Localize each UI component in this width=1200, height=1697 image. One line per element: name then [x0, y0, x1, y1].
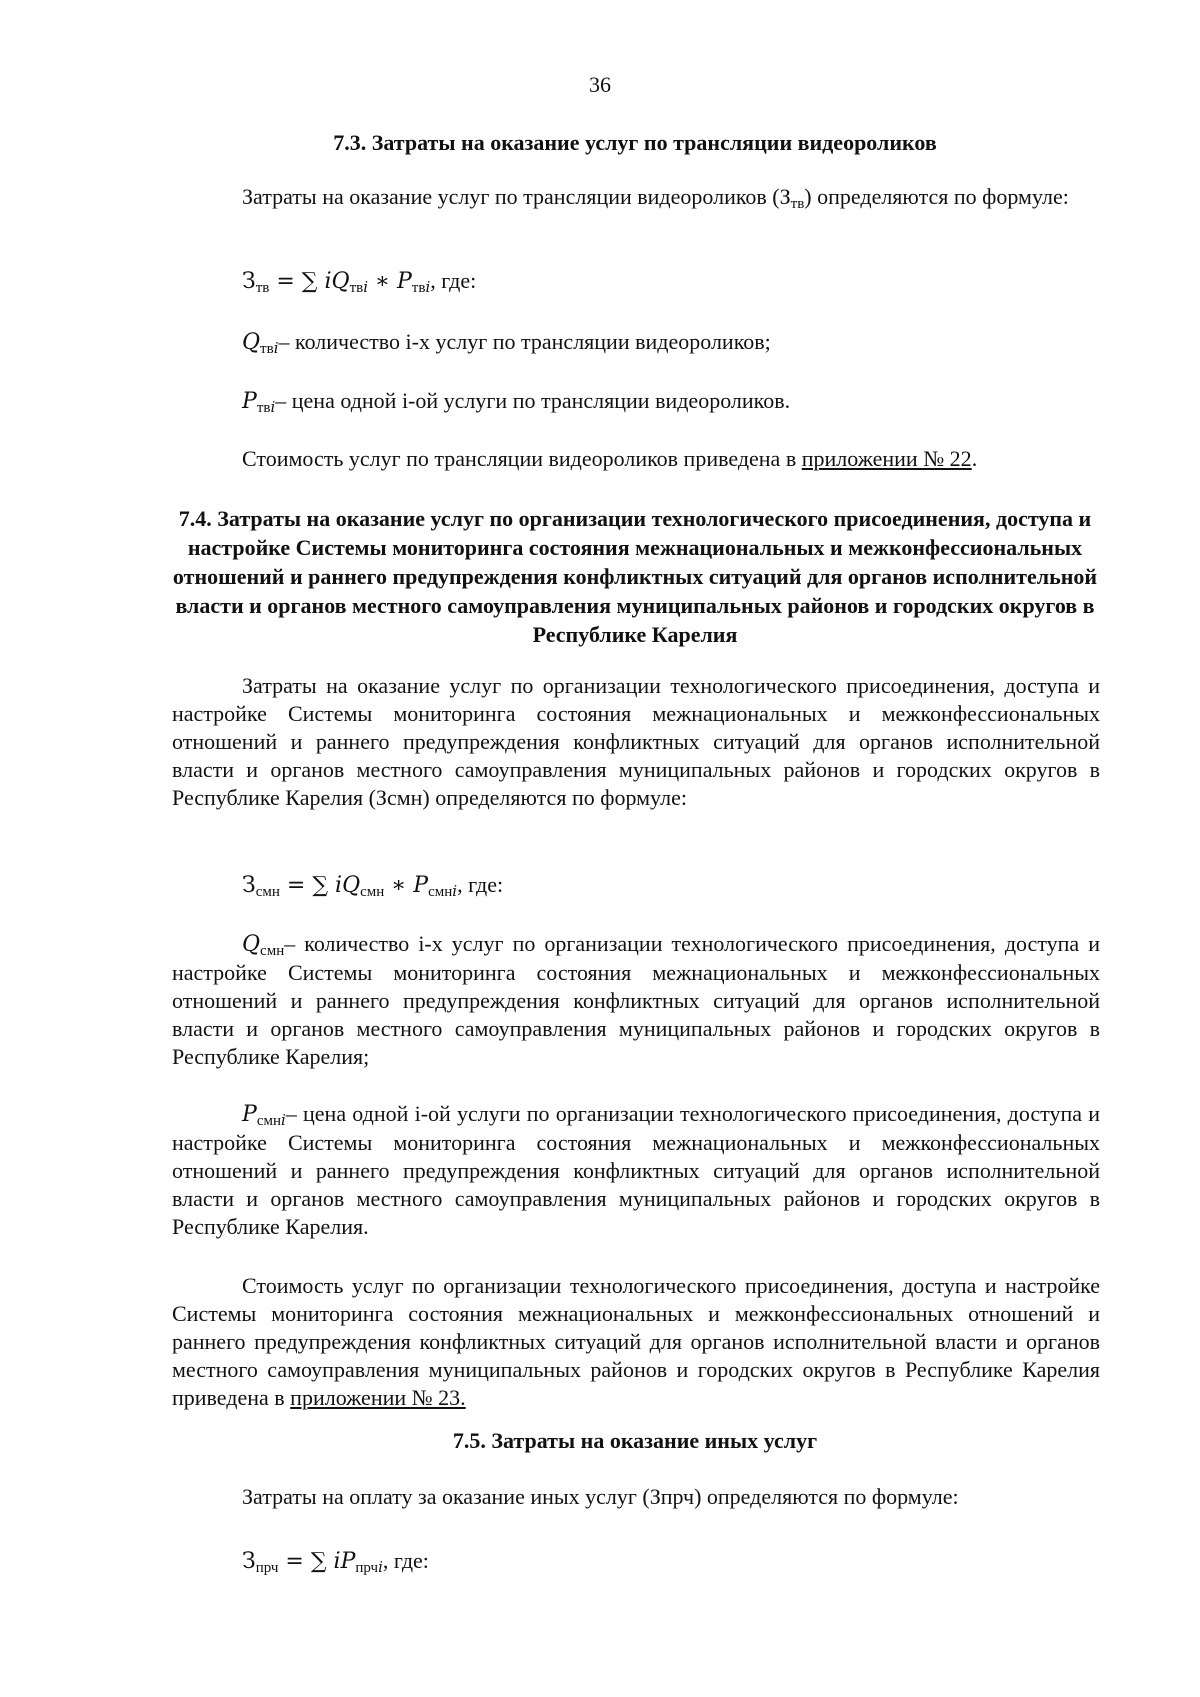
- definition-p-smn: $P_{смнi}-$ цена одной i-ой услуги по организации технологического присоединения, доступа и настройке Системы мониторинга состояния межнациональных и межконфессиональных отношений и раннего предупреждения конфликтных ситуаций для органов исполнительной власти и органов местного самоуправления муниципальных районов и городских округов в Республике Карелия.: [172, 1101, 1100, 1239]
- section-7-3-heading: 7.3. Затраты на оказание услуг по трансляции видеороликов: [333, 130, 937, 155]
- appendix-22-link[interactable]: приложении № 22: [801, 446, 972, 471]
- formula-ztv: $З_{тв}$ = ∑ $iQ_{твi}$ ∗ $P_{твi}$, где:: [242, 268, 477, 296]
- definition-q-smn: $Q_{смн}-$ количество i-х услуг по организации технологического присоединения, доступа и настройке Системы мониторинга состояния межнациональных и межконфессиональных отношений и раннего предупреждения конфликтных ситуаций для органов исполнительной власти и органов местного самоуправления муниципальных районов и городских округов в Республике Карелия;: [172, 931, 1100, 1069]
- definition-q-tv: $Q_{твi}-$ количество i-х услуг по трансляции видеороликов;: [242, 329, 771, 357]
- section-7-5-heading: 7.5. Затраты на оказание иных услуг: [452, 1428, 818, 1453]
- section-7-3-intro: Затраты на оказание услуг по трансляции видеороликов $(З_{тв})$ определяются по формуле:: [242, 184, 1069, 212]
- formula-zprch: $З_{прч}$ = ∑ $iP_{прчi}$, где:: [242, 1548, 429, 1576]
- page-number: 36: [589, 72, 611, 97]
- section-7-3-cost: Стоимость услуг по трансляции видеороликов приведена в приложении № 22.: [242, 446, 978, 471]
- section-7-4-cost: Стоимость услуг по организации технологического присоединения, доступа и настройке Системы мониторинга состояния межнациональных и межконфессиональных отношений и раннего предупреждения конфликтных ситуаций для органов исполнительной власти и органов местного самоуправления муниципальных районов и городских округов в Республике Карелия приведена в приложении № 23.: [172, 1273, 1100, 1410]
- definition-p-tv: $P_{твi}-$ цена одной i-ой услуги по трансляции видеороликов.: [242, 388, 791, 416]
- formula-zsmn: $З_{смн}$ = ∑ $iQ_{смн}$ ∗ $P_{смнi}$, где:: [242, 872, 504, 900]
- appendix-23-link[interactable]: приложении № 23.: [290, 1385, 466, 1410]
- section-7-5-intro: Затраты на оплату за оказание иных услуг (Зпрч) определяются по формуле:: [242, 1484, 959, 1509]
- section-7-4-intro: Затраты на оказание услуг по организации технологического присоединения, доступа и настройке Системы мониторинга состояния межнациональных и межконфессиональных отношений и раннего предупреждения конфликтных ситуаций для органов исполнительной власти и органов местного самоуправления муниципальных районов и городских округов в Республике Карелия (Зсмн) определяются по формуле:: [172, 673, 1100, 810]
- section-7-4-heading: 7.4. Затраты на оказание услуг по организации технологического присоединения, доступа и настройке Системы мониторинга состояния межнациональных и межконфессиональных отношений и раннего предупреждения конфликтных ситуаций для органов исполнительной власти и органов местного самоуправления муниципальных районов и городских округов в Республике Карелия: [172, 506, 1098, 647]
